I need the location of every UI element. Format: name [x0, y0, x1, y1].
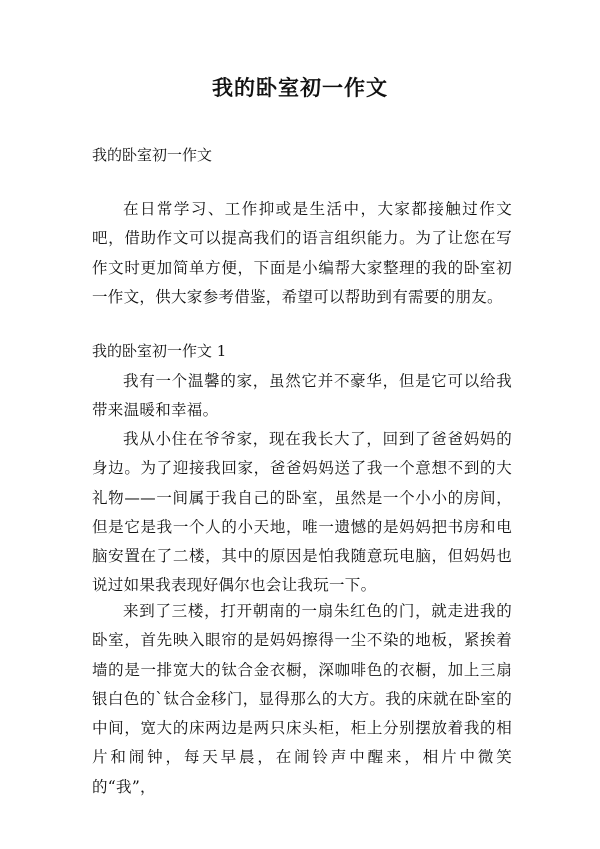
essay-paragraph-3: 来到了三楼，打开朝南的一扇朱红色的门，就走进我的卧室，首先映入眼帘的是妈妈擦得一尘不染的地板，紧挨着墙的是一排宽大的钛合金衣橱，深咖啡色的衣橱，加上三扇银白色的`钛合金移门，显得那么的大方。我的床就在卧室的中间，宽大的床两边是两只床头柜，柜上分别摆放着我的相片和闹钟，每天早晨，在闹铃声中醒来，相片中微笑的“我”，: [92, 602, 512, 796]
essay-paragraph-1: 我有一个温馨的家，虽然它并不豪华，但是它可以给我带来温暖和幸福。: [92, 372, 512, 420]
essay-paragraph-2: 我从小住在爷爷家，现在我长大了，回到了爸爸妈妈的身边。为了迎接我回家，爸爸妈妈送了我一个意想不到的大礼物——一间属于我自己的卧室，虽然是一个小小的房间，但是它是我一个人的小天地，唯一遗憾的是妈妈把书房和电脑安置在了二楼，其中的原因是怕我随意玩电脑，但妈妈也说过如果我表现好偶尔也会让我玩一下。: [92, 430, 512, 595]
intro-paragraph: 在日常学习、工作抑或是生活中，大家都接触过作文吧，借助作文可以提高我们的语言组织能力。为了让您在写作文时更加简单方便，下面是小编帮大家整理的我的卧室初一作文，供大家参考借鉴，希望可以帮助到有需要的朋友。: [92, 200, 512, 306]
section-heading: 我的卧室初一作文 1: [92, 342, 227, 360]
document-subtitle: 我的卧室初一作文: [92, 146, 213, 164]
document-title: 我的卧室初一作文: [212, 75, 388, 100]
